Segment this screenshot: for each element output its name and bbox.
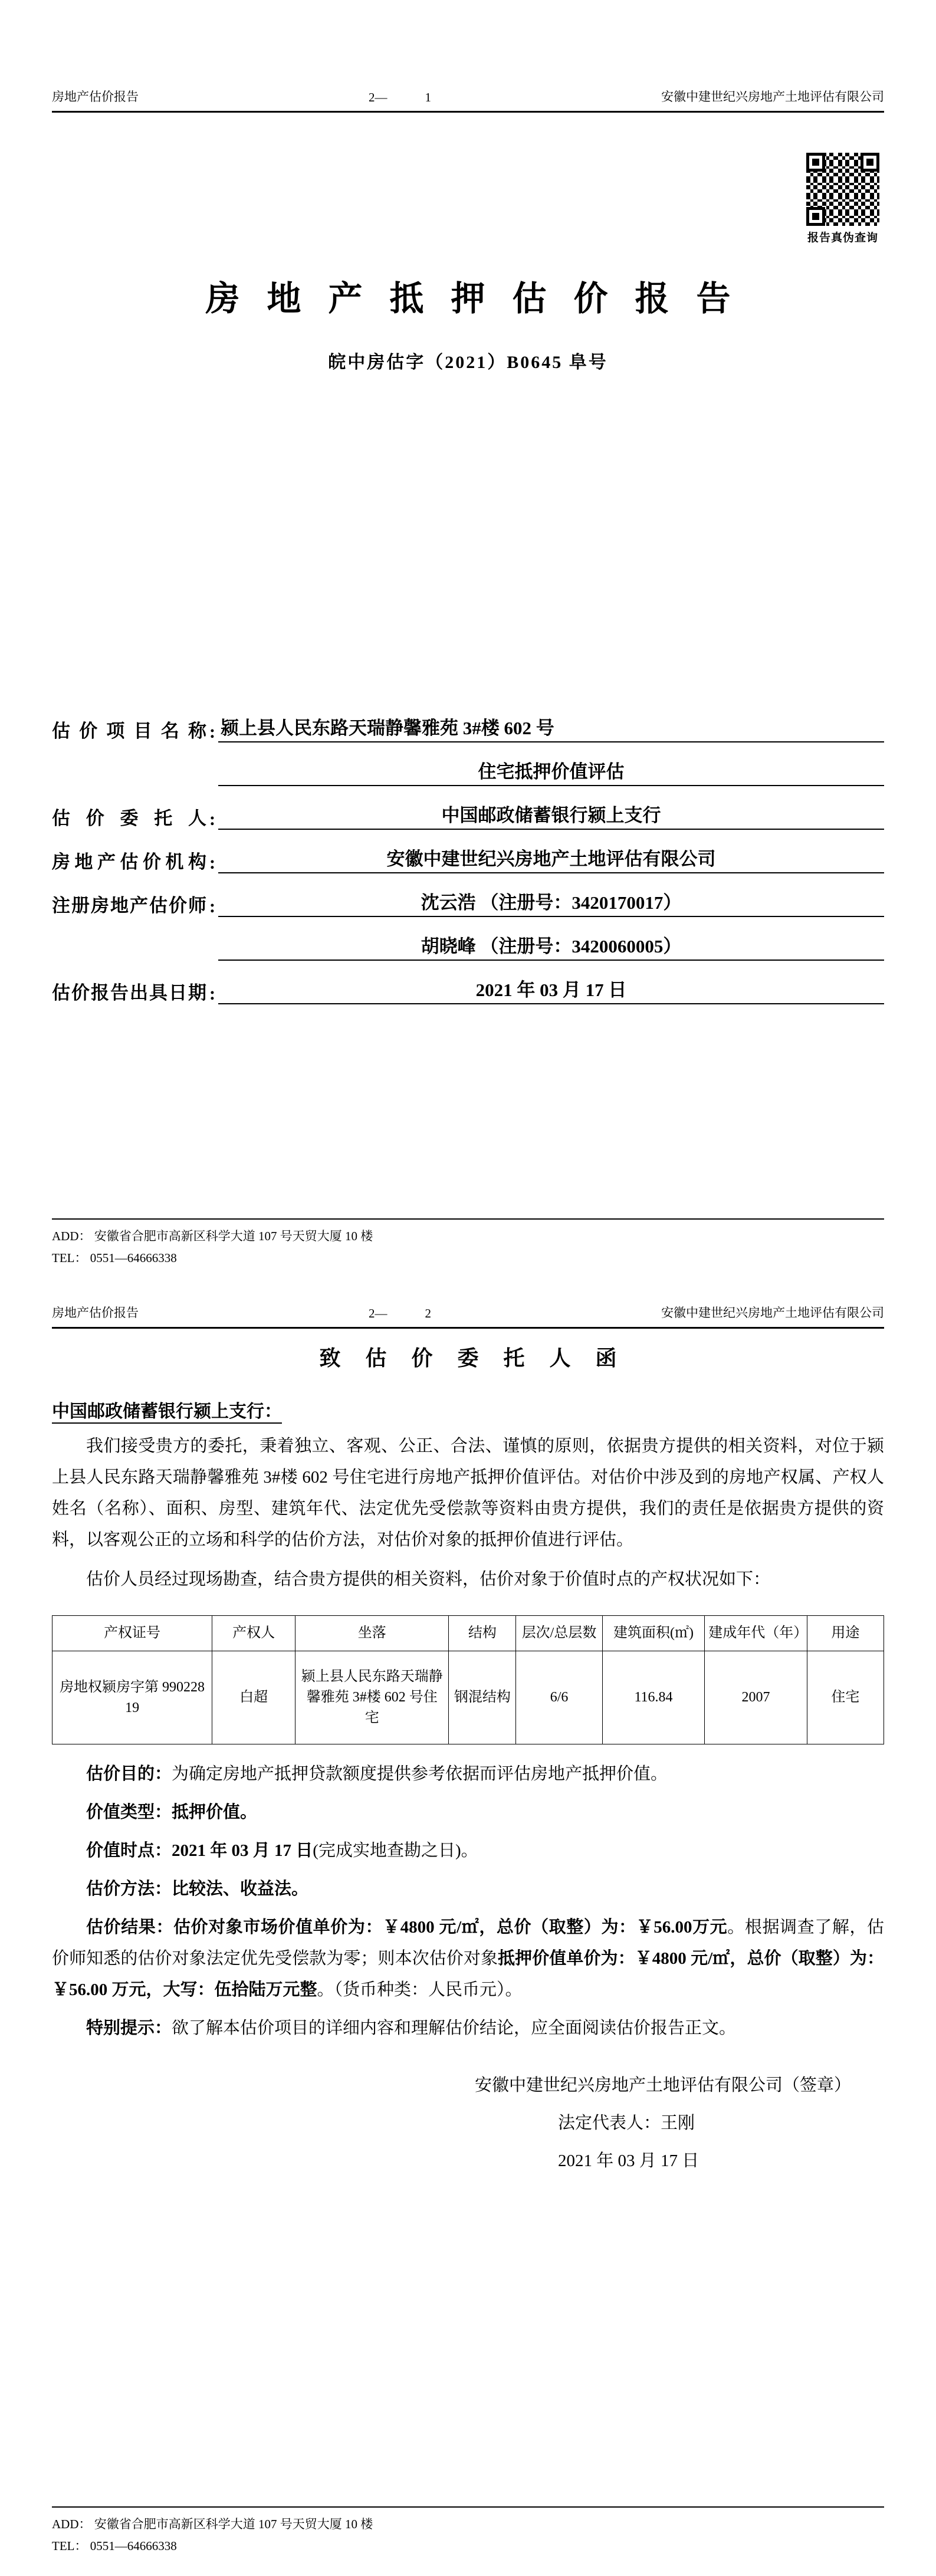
item-result-seg2: 。根据调查了解，估价师知悉的估价对象法定优先受偿款为零；则本次估价对象 (52, 1918, 884, 1968)
item-result-seg3: 抵押价值单价为：￥4800 元/㎡，总价（取整）为：￥56.00 万元，大写：伍拾陆万元整 (52, 1949, 884, 1999)
field-row-project-name (52, 699, 884, 742)
running-header (52, 87, 884, 113)
table-cell-structure: 钢混结构 (449, 1651, 516, 1744)
footer-address: ADD： 安徽省合肥市高新区科学大道 107 号天贸大厦 10 楼 (52, 2517, 373, 2531)
letter-title: 致估价委托人函 (319, 1346, 642, 1370)
header-doc-title: 房地产估价报告 (52, 1306, 139, 1320)
field-row-project-name-cont (52, 742, 884, 786)
header-page-number (369, 1306, 431, 1321)
letter-page (0, 1288, 936, 2576)
item-notice-label: 特别提示： (86, 2019, 172, 2038)
table-header-cell: 层次/总层数 (516, 1616, 602, 1651)
item-method (52, 1874, 884, 1905)
field-value: 胡晓峰 （注册号：3420060005） (218, 931, 884, 961)
item-purpose (52, 1759, 884, 1790)
cover-fields (52, 699, 884, 1004)
property-table (52, 1615, 884, 1744)
table-cell-usage: 住宅 (807, 1651, 884, 1744)
item-purpose-label: 估价目的： (86, 1765, 172, 1783)
qr-code (806, 153, 879, 226)
header-page-total: 2— (369, 1306, 387, 1320)
table-header-cell: 结构 (449, 1616, 516, 1651)
signature-block (52, 2066, 884, 2180)
item-value-date-label: 价值时点： (86, 1841, 172, 1860)
item-value-date (52, 1835, 884, 1867)
letter-paragraph-intro: 我们接受贵方的委托，秉着独立、客观、公正、合法、谨慎的原则，依据贵方提供的相关资料，对位于颍上县人民东路天瑞静馨雅苑 3#楼 602 号住宅进行房地产抵押价值评估。对估价中涉及到的房地产权属、产权人姓名（名称）、面积、房型、建筑年代、法定优先受偿款等资料由贵方提供，我们的责任是依据贵方提供的资料，以客观公正的立场和科学的估价方法，对估价对象的抵押价值进行评估。 (52, 1437, 884, 1549)
item-value-date-bold: 2021 年 03 月 17 日 (172, 1841, 313, 1860)
field-value: 颍上县人民东路天瑞静馨雅苑 3#楼 602 号 (218, 713, 884, 742)
table-cell-floor: 6/6 (516, 1651, 602, 1744)
signature-legal-rep: 法定代表人：王刚 (558, 2114, 695, 2133)
field-colon: : (209, 983, 216, 1004)
field-label: 房地产估价机构 (52, 852, 206, 872)
field-colon: : (209, 809, 216, 829)
header-company-name: 安徽中建世纪兴房地产土地评估有限公司 (661, 1306, 884, 1320)
field-row-report-date (52, 961, 884, 1004)
item-notice-text: 欲了解本估价项目的详细内容和理解估价结论，应全面阅读估价报告正文。 (172, 2019, 737, 2038)
report-doc-number: 皖中房估字（2021）B0645 阜号 (328, 353, 608, 372)
field-value: 中国邮政储蓄银行颍上支行 (218, 800, 884, 830)
running-header (52, 1303, 884, 1329)
item-value-type (52, 1797, 884, 1828)
qr-caption: 报告真伪查询 (807, 232, 878, 244)
item-value-type-label: 价值类型： (86, 1803, 172, 1822)
item-result (52, 1912, 884, 2006)
item-result-seg1: 估价结果：估价对象市场价值单价为：￥4800 元/㎡，总价（取整）为：￥56.00万元 (86, 1918, 728, 1937)
table-cell-year: 2007 (705, 1651, 807, 1744)
field-value: 2021 年 03 月 17 日 (218, 975, 884, 1004)
table-header-cell: 建筑面积(㎡) (602, 1616, 705, 1651)
qr-finder-icon (861, 153, 879, 172)
field-label: 注册房地产估价师 (52, 895, 206, 916)
item-purpose-text: 为确定房地产抵押贷款额度提供参考依据而评估房地产抵押价值。 (172, 1765, 668, 1783)
qr-finder-icon (806, 153, 825, 172)
field-label: 估价项目名称 (52, 721, 206, 741)
table-cell-owner: 白超 (212, 1651, 295, 1744)
header-page-total: 2— (369, 90, 387, 104)
table-header-cell: 建成年代（年） (705, 1616, 807, 1651)
table-cell-cert-no: 房地权颍房字第 99022819 (52, 1651, 212, 1744)
running-footer (52, 1218, 884, 1269)
field-value: 沈云浩 （注册号：3420170017） (218, 888, 884, 917)
appraisal-items (52, 1759, 884, 2044)
letter-addressee: 中国邮政储蓄银行颍上支行： (52, 1402, 282, 1421)
item-method-text: 比较法、收益法。 (172, 1880, 309, 1898)
item-result-seg4: 。（货币种类：人民币元）。 (317, 1980, 523, 1999)
item-notice (52, 2013, 884, 2044)
field-colon: : (209, 721, 216, 742)
item-value-type-text: 抵押价值。 (172, 1803, 258, 1822)
item-method-label: 估价方法： (86, 1880, 172, 1898)
header-company-name: 安徽中建世纪兴房地产土地评估有限公司 (661, 90, 884, 104)
field-label: 估价报告出具日期 (52, 983, 206, 1003)
field-row-appraiser-1 (52, 873, 884, 917)
table-cell-location: 颍上县人民东路天瑞静馨雅苑 3#楼 602 号住宅 (295, 1651, 449, 1744)
field-row-appraiser-2 (52, 917, 884, 961)
signature-date: 2021 年 03 月 17 日 (558, 2151, 699, 2170)
letter-paragraph-survey: 估价人员经过现场勘查，结合贵方提供的相关资料，估价对象于价值时点的产权状况如下： (86, 1570, 771, 1589)
field-colon: : (209, 852, 216, 873)
table-header-row (52, 1616, 884, 1651)
field-row-client (52, 786, 884, 830)
item-value-date-rest: (完成实地查勘之日)。 (313, 1841, 478, 1860)
field-value: 住宅抵押价值评估 (218, 757, 884, 786)
header-page-current: 1 (425, 90, 431, 104)
signature-company: 安徽中建世纪兴房地产土地评估有限公司（签章） (474, 2076, 851, 2095)
table-row (52, 1651, 884, 1744)
field-label: 估价委托人 (52, 808, 206, 829)
table-header-cell: 产权人 (212, 1616, 295, 1651)
header-page-current: 2 (425, 1306, 431, 1320)
table-cell-area: 116.84 (602, 1651, 705, 1744)
field-row-agency (52, 830, 884, 873)
footer-telephone: TEL： 0551—64666338 (52, 2539, 177, 2553)
footer-address: ADD： 安徽省合肥市高新区科学大道 107 号天贸大厦 10 楼 (52, 1229, 373, 1243)
table-header-cell: 用途 (807, 1616, 884, 1651)
header-doc-title: 房地产估价报告 (52, 90, 139, 104)
header-page-number (369, 90, 431, 105)
table-header-cell: 坐落 (295, 1616, 449, 1651)
report-title: 房地产抵押估价报告 (205, 280, 758, 318)
qr-block (806, 153, 879, 245)
table-header-cell: 产权证号 (52, 1616, 212, 1651)
running-footer (52, 2506, 884, 2557)
footer-telephone: TEL： 0551—64666338 (52, 1251, 177, 1265)
qr-finder-icon (806, 207, 825, 226)
field-colon: : (209, 896, 216, 916)
field-value: 安徽中建世纪兴房地产土地评估有限公司 (218, 844, 884, 873)
